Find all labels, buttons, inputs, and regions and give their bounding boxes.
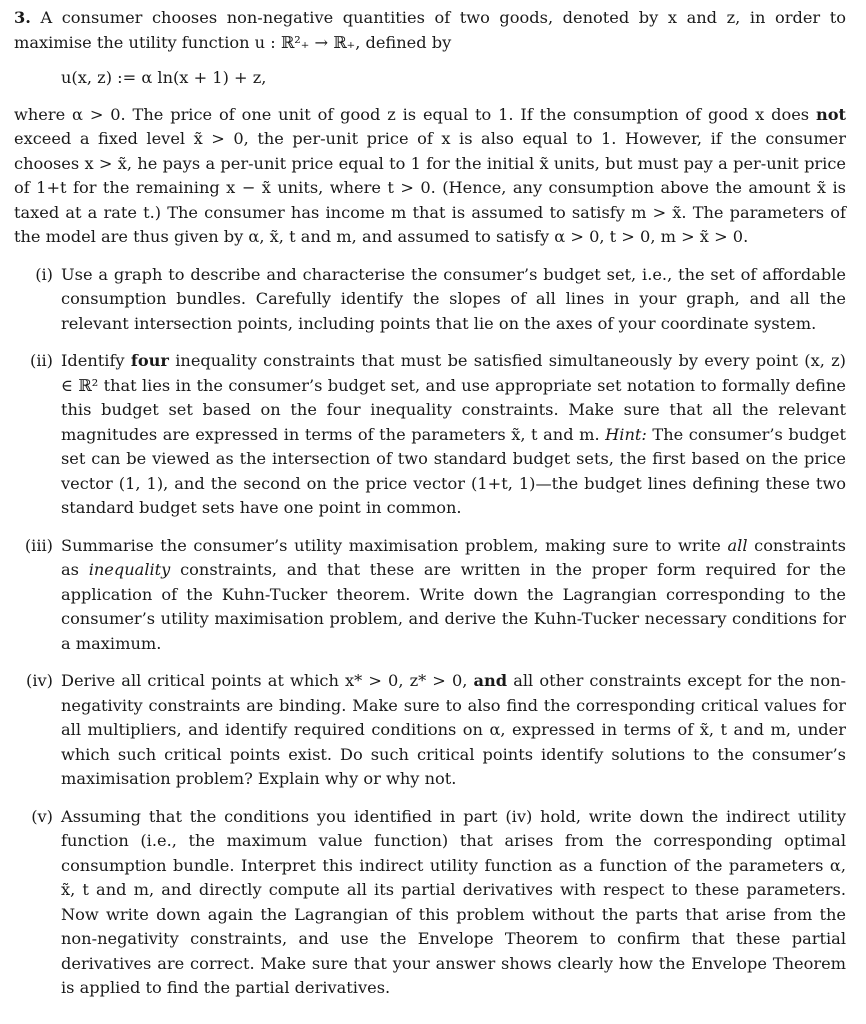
part-ii-text-a: Identify bbox=[61, 351, 125, 370]
setup-text-a: where α > 0. The price of one unit of good z is equal to 1. If the consumption of good x does bbox=[14, 104, 810, 124]
inequality-emphasis: inequality bbox=[88, 560, 171, 579]
not-emphasis: not bbox=[815, 104, 846, 124]
all-emphasis: all bbox=[727, 535, 748, 555]
part-iii-text-a: Summarise the consumer’s utility maximisation problem, making sure to write bbox=[61, 535, 721, 555]
part-iv-text bbox=[61, 669, 846, 792]
question-setup bbox=[14, 103, 846, 250]
part-iii-text bbox=[61, 534, 846, 657]
part-v-label: (v) bbox=[31, 806, 53, 826]
part-iii-text-b: constraints as bbox=[61, 535, 846, 579]
question-intro bbox=[14, 6, 846, 55]
part-i-label: (i) bbox=[35, 264, 53, 284]
part-iv-label: (iv) bbox=[26, 671, 53, 690]
part-ii-text bbox=[61, 349, 846, 521]
part-iii bbox=[14, 534, 846, 657]
part-iii-label: (iii) bbox=[24, 535, 53, 555]
setup-text-b: exceed a fixed level x̃ > 0, the per-unit price of x is also equal to 1. However, if the consumer chooses x > x̃, he pays a per-unit price equal to 1 for the initial x̃ units, but must pay a per-unit price of 1+t for the remaining x − x̃ units, where t > 0. (Hence, any consumption above the amount x̃ is taxed at a rate t.) The consumer has income m that is assumed to satisfy m > x̃. The parameters of the model are thus given by α, x̃, t and m, and assumed to satisfy α > 0, t > 0, m > x̃ > 0. bbox=[14, 129, 846, 246]
hint-label: Hint: bbox=[605, 424, 647, 444]
part-v bbox=[14, 805, 846, 1001]
part-i bbox=[14, 263, 846, 337]
question-intro-text: A consumer chooses non-negative quantities of two goods, denoted by x and z, in order to maximise the utility function u : ℝ²₊ → ℝ₊, defined by bbox=[14, 8, 846, 52]
utility-formula: u(x, z) := α ln(x + 1) + z, bbox=[61, 68, 267, 87]
part-i-text: Use a graph to describe and characterise the consumer’s budget set, i.e., the set of affordable consumption bundles. Carefully identify the slopes of all lines in your graph, and all the relevant intersection points, including points that lie on the axes of your coordinate system. bbox=[61, 264, 846, 333]
four-emphasis: four bbox=[130, 351, 169, 370]
and-emphasis: and bbox=[473, 671, 508, 690]
part-ii-label: (ii) bbox=[30, 351, 53, 370]
part-ii-text-b: inequality constraints that must be satisfied simultaneously by every point (x, z) ∈ ℝ² that lies in the consumer’s budget set, and use appropriate set notation to formally define this budget set based on the four inequality constraints. Make sure that all the relevant magnitudes are expressed in terms of the parameters x̃, t and m. bbox=[61, 351, 846, 444]
question-number: 3. bbox=[14, 8, 31, 27]
part-iv-text-b: all other constraints except for the non-negativity constraints are binding. Make sure to also find the corresponding critical values for all multipliers, and identify required conditions on α, expressed in terms of x̃, t and m, under which such critical points exist. Do such critical points identify solutions to the consumer’s maximisation problem? Explain why or why not. bbox=[61, 671, 846, 788]
part-iv-text-a: Derive all critical points at which x* > 0, z* > 0, bbox=[61, 671, 468, 690]
part-iii-text-c: constraints, and that these are written in the proper form required for the application of the Kuhn-Tucker theorem. Write down the Lagrangian corresponding to the consumer’s utility maximisation problem, and derive the Kuhn-Tucker necessary conditions for a maximum. bbox=[61, 560, 846, 653]
part-ii-text-c: The consumer’s budget set can be viewed as the intersection of two standard budget sets, the first based on the price vector (1, 1), and the second on the price vector (1+t, 1)—the budget lines defining these two standard budget sets have one point in common. bbox=[61, 424, 847, 517]
part-iv bbox=[14, 669, 846, 792]
part-v-text: Assuming that the conditions you identified in part (iv) hold, write down the indirect utility function (i.e., the maximum value function) that arises from the corresponding optimal consumption bundle. Interpret this indirect utility function as a function of the parameters α, x̃, t and m, and directly compute all its partial derivatives with respect to these parameters. Now write down again the Lagrangian of this problem without the parts that arise from the non-negativity constraints, and use the Envelope Theorem to confirm that these partial derivatives are correct. Make sure that your answer shows clearly how the Envelope Theorem is applied to find the partial derivatives. bbox=[61, 806, 846, 997]
part-ii bbox=[14, 349, 846, 521]
